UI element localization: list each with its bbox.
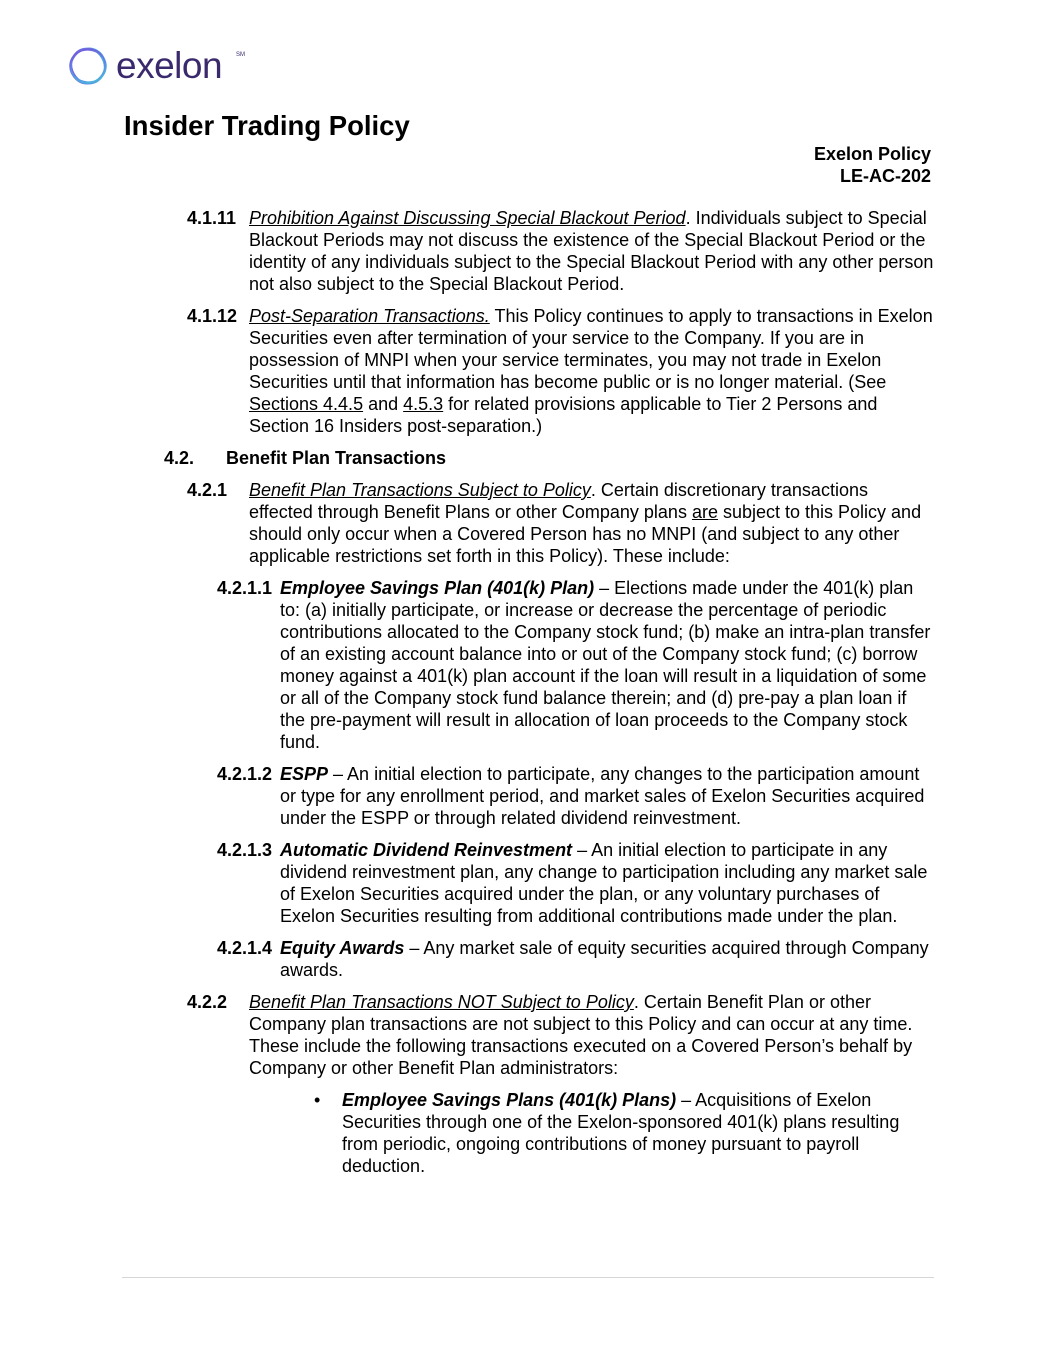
section-heading: ESPP	[280, 764, 329, 784]
section-text: – An initial election to participate, any changes to the participation amount or type for any enrollment period, and market sales of Exelon Securities acquired under the ESPP or through related dividend reinvestment.	[280, 764, 925, 828]
footer-divider	[122, 1277, 934, 1278]
section-number: 4.1.11	[187, 208, 237, 228]
service-mark: SM	[236, 52, 245, 58]
section-number: 4.2.1	[187, 480, 228, 500]
section-text: subject to this Policy and should only occur when a Covered Person has no MNPI (and subject to any other applicable restrictions set forth in this Policy). These include:	[249, 502, 922, 566]
section-text: This Policy continues to apply to transactions in Exelon Securities even after termination of your service to the Company. If you are in possession of MNPI when your service terminates, you may not trade in Exelon Securities until that information has become public or is no longer material. (See	[249, 306, 933, 392]
list-item-text: – Acquisitions of Exelon Securities through one of the Exelon-sponsored 401(k) plans resulting from periodic, ongoing contributions of money pursuant to payroll deduction.	[342, 1090, 900, 1176]
section-text: – Elections made under the 401(k) plan to: (a) initially participate, or increase or decrease the percentage of periodic contributions allocated to the Company stock fund; (b) make an intra-plan transfer of an existing account balance into or out of the Company stock fund; (c) borrow money against a 401(k) plan account if the loan will result in a liquidation of some or all of the Company stock fund balance therein; and (d) pre-pay a plan loan if the pre-payment will result in allocation of loan proceeds to the Company stock fund.	[280, 578, 931, 752]
exelon-logo	[66, 42, 256, 90]
section-4-2-1-2	[217, 763, 934, 829]
list-item-heading: Employee Savings Plans (401(k) Plans)	[342, 1090, 677, 1110]
document-body	[124, 207, 934, 1177]
document-title: Insider Trading Policy	[124, 110, 410, 141]
section-heading: Prohibition Against Discussing Special Blackout Period	[249, 208, 686, 228]
section-4-1-12	[187, 305, 934, 437]
section-heading: Benefit Plan Transactions NOT Subject to Policy	[249, 992, 634, 1012]
section-number: 4.2.	[164, 448, 195, 468]
section-4-1-11	[187, 207, 934, 295]
section-heading: Post-Separation Transactions.	[249, 306, 490, 326]
section-text: . Certain Benefit Plan or other Company plan transactions are not subject to this Policy and can occur at any time. These include the following transactions executed on a Covered Person’s behalf by Company or other Benefit Plan administrators:	[249, 992, 913, 1078]
section-text: – Any market sale of equity securities acquired through Company awards.	[280, 938, 929, 980]
section-text: – An initial election to participate in any dividend reinvestment plan, any change to participation including any market sale of Exelon Securities acquired under the plan, or any voluntary purchases of Exelon Securities resulting from additional contributions made under the plan.	[280, 840, 928, 926]
section-text: for related provisions applicable to Tier 2 Persons and Section 16 Insiders post-separation.)	[249, 394, 878, 436]
section-number: 4.2.2	[187, 992, 228, 1012]
emphasis-text: are	[691, 502, 718, 522]
section-number: 4.2.1.2	[217, 764, 273, 784]
section-number: 4.2.1.1	[217, 578, 273, 598]
section-text: and	[363, 394, 404, 414]
section-heading: Benefit Plan Transactions	[226, 448, 447, 468]
list-item	[314, 1089, 934, 1177]
section-text: . Individuals subject to Special Blackout Periods may not discuss the existence of the Special Blackout Period or the identity of any individuals subject to the Special Blackout Period with any other person not also subject to the Special Blackout Period.	[249, 208, 934, 294]
policy-identifier	[814, 143, 931, 187]
section-number: 4.1.12	[187, 306, 238, 326]
bullet-icon: •	[314, 1090, 321, 1110]
section-heading: Employee Savings Plan (401(k) Plan)	[280, 578, 595, 598]
policy-code: LE-AC-202	[839, 166, 931, 186]
section-4-2	[164, 447, 934, 469]
section-4-2-1-3	[217, 839, 934, 927]
section-4-2-1-1	[217, 577, 934, 753]
section-number: 4.2.1.4	[217, 938, 273, 958]
section-number: 4.2.1.3	[217, 840, 273, 860]
section-4-2-1-4	[217, 937, 934, 981]
section-reference-link[interactable]: 4.5.3	[403, 394, 444, 414]
section-4-2-1	[187, 479, 934, 567]
section-4-2-2	[187, 991, 934, 1079]
section-heading: Benefit Plan Transactions Subject to Policy	[249, 480, 591, 500]
section-reference-link[interactable]: Sections 4.4.5	[249, 394, 364, 414]
section-heading: Automatic Dividend Reinvestment	[280, 840, 573, 860]
policy-name: Exelon Policy	[813, 144, 931, 164]
exelon-wordmark: exelon	[116, 45, 223, 86]
exelon-ring-icon	[66, 42, 112, 90]
section-text: . Certain discretionary transactions effected through Benefit Plans or other Company plans	[249, 480, 868, 522]
section-heading: Equity Awards	[280, 938, 405, 958]
